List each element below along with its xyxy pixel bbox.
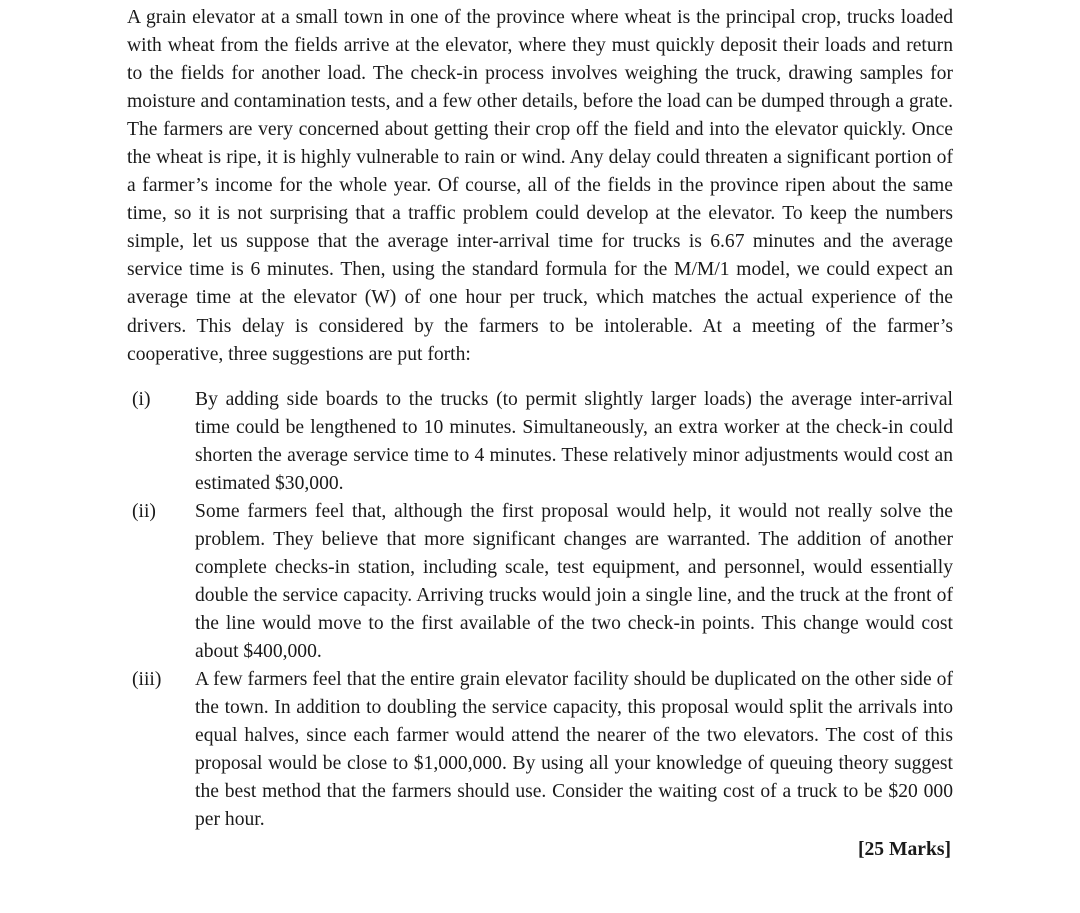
suggestion-item-i <box>127 386 953 498</box>
suggestions-list <box>127 386 953 835</box>
suggestion-text: A few farmers feel that the entire grain elevator facility should be duplicated on the other side of the town. In addition to doubling the service capacity, this proposal would split the arrivals into equal halves, since each farmer would attend the nearer of the two elevators. The cost of this proposal would be close to $1,000,000. By using all your knowledge of queuing theory suggest the best method that the farmers should use. Consider the waiting cost of a truck to be $20 000 per hour. <box>195 669 953 831</box>
suggestion-text: Some farmers feel that, although the first proposal would help, it would not really solve the problem. They believe that more significant changes are warranted. The addition of another complete checks-in station, including scale, test equipment, and personnel, would essentially double the service capacity. Arriving trucks would join a single line, and the truck at the front of the line would move to the first available of the two check-in points. This change would cost about $400,000. <box>195 500 953 663</box>
suggestion-item-ii <box>127 498 953 666</box>
problem-intro-paragraph: A grain elevator at a small town in one of the province where wheat is the principal crop, trucks loaded with wheat from the fields arrive at the elevator, where they must quickly deposit their loads and return to the fields for another load. The check-in process involves weighing the truck, drawing samples for moisture and contamination tests, and a few other details, before the load can be dumped through a grate. The farmers are very concerned about getting their crop off the field and into the elevator quickly. Once the wheat is ripe, it is highly vulnerable to rain or wind. Any delay could threaten a significant portion of a farmer’s income for the whole year. Of course, all of the fields in the province ripen about the same time, so it is not surprising that a traffic problem could develop at the elevator. To keep the numbers simple, let us suppose that the average inter-arrival time for trucks is 6.67 minutes and the average service time is 6 minutes. Then, using the standard formula for the M/M/1 model, we could expect an average time at the elevator (W) of one hour per truck, which matches the actual experience of the drivers. This delay is considered by the farmers to be intolerable. At a meeting of the farmer’s cooperative, three suggestions are put forth: <box>127 7 953 365</box>
suggestion-text: By adding side boards to the trucks (to permit slightly larger loads) the average inter-arrival time could be lengthened to 10 minutes. Simultaneously, an extra worker at the check-in could shorten the average service time to 4 minutes. These relatively minor adjustments would cost an estimated $30,000. <box>195 388 953 494</box>
suggestion-label: (iii) <box>132 669 162 691</box>
suggestion-label: (i) <box>132 388 151 410</box>
question-document <box>127 4 953 864</box>
suggestion-label: (ii) <box>132 500 156 522</box>
suggestion-item-iii <box>127 666 953 834</box>
marks-label: [25 Marks] <box>857 839 951 861</box>
